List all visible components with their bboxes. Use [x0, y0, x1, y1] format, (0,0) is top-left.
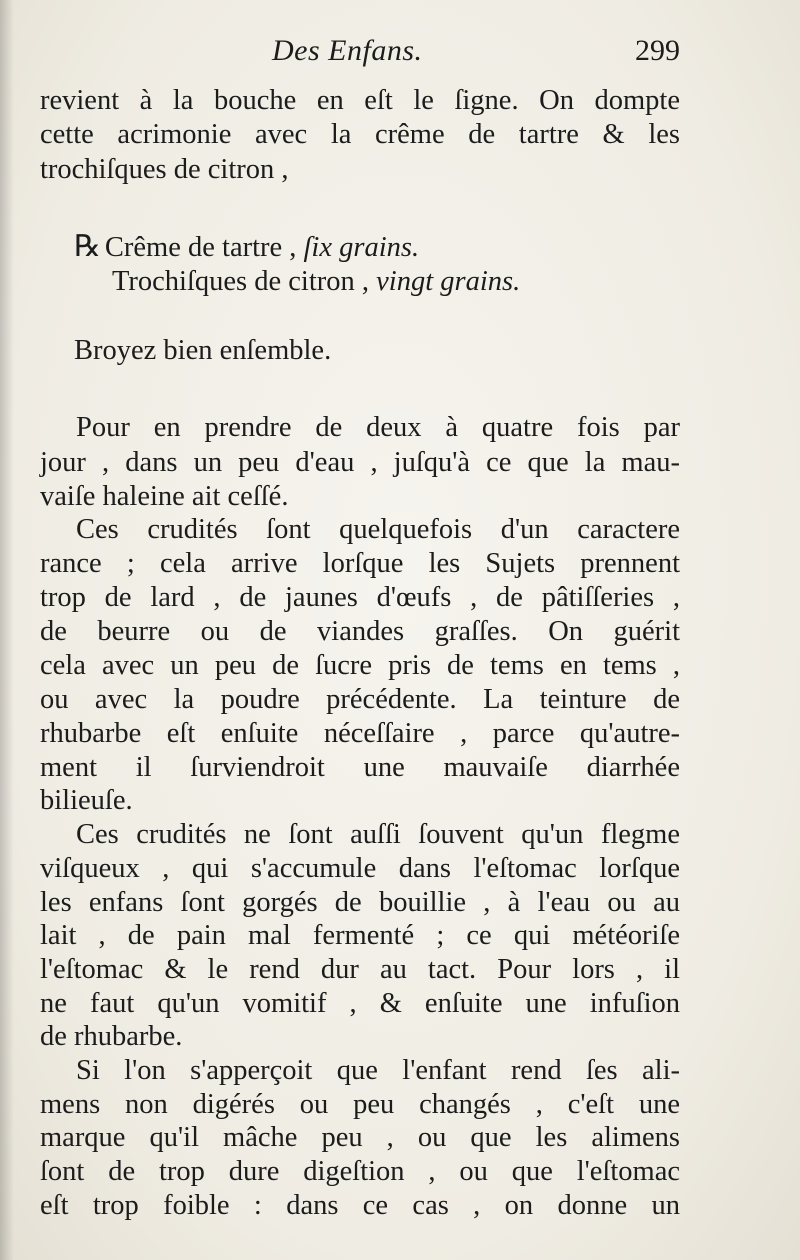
text-line: cela avec un peu de ſucre pris de tems en tems , [40, 650, 680, 681]
text-line: de rhubarbe. [40, 1021, 183, 1052]
text-line: eſt trop foible : dans ce cas , on donne un [40, 1190, 680, 1221]
text-line: trochiſques de citron , [40, 154, 289, 185]
page-number: 299 [635, 34, 680, 67]
text-line: mens non digérés ou peu changés , c'eſt une [40, 1089, 680, 1120]
recipe-item-name: Trochiſques de citron , [112, 266, 370, 297]
text-line: trop de lard , de jaunes d'œufs , de pâtiſſeries , [40, 582, 680, 613]
text-line: bilieuſe. [40, 785, 133, 816]
text-line: ment il ſurviendroit une mauvaiſe diarrhée [40, 752, 680, 783]
text-line: ou avec la poudre précédente. La teinture de [40, 684, 680, 715]
running-title: Des Enfans. [272, 34, 423, 67]
page-edge-shadow [0, 0, 14, 1260]
text-line: Si l'on s'apperçoit que l'enfant rend ſes ali- [76, 1055, 680, 1086]
recipe-item-name: Crême de tartre , [104, 232, 297, 263]
text-line: rance ; cela arrive lorſque les Sujets prennent [40, 548, 680, 579]
text-line: revient à la bouche en eſt le ſigne. On dompte [40, 85, 680, 116]
text-line: viſqueux , qui s'accumule dans l'eſtomac lorſque [40, 853, 680, 884]
text-line: ſont de trop dure digeſtion , ou que l'eſtomac [40, 1156, 680, 1187]
text-line: Pour en prendre de deux à quatre fois par [76, 412, 680, 443]
text-line: Ces crudités ne ſont auſſi ſouvent qu'un flegme [76, 819, 680, 850]
recipe-item-quantity: vingt grains. [376, 266, 521, 297]
recipe-symbol: ℞ [74, 230, 101, 263]
text-line: Ces crudités ſont quelquefois d'un caractere [76, 514, 680, 545]
recipe-item-quantity: ſix grains. [303, 232, 420, 263]
text-line: rhubarbe eſt enſuite néceſſaire , parce qu'autre- [40, 718, 680, 749]
text-line: vaiſe haleine ait ceſſé. [40, 481, 289, 512]
text-line: cette acrimonie avec la crême de tartre & les [40, 119, 680, 150]
recipe-line-1 [74, 230, 419, 265]
text-line: l'eſtomac & le rend dur au tact. Pour lors , il [40, 954, 680, 985]
text-line: jour , dans un peu d'eau , juſqu'à ce que la mau- [40, 447, 680, 478]
text-line: de beurre ou de viandes graſſes. On guérit [40, 616, 680, 647]
recipe-line-2 [112, 265, 520, 299]
text-line: ne faut qu'un vomitif , & enſuite une infuſion [40, 988, 680, 1019]
text-line: marque qu'il mâche peu , ou que les alimens [40, 1122, 680, 1153]
page-header [40, 34, 680, 78]
text-line: les enfans ſont gorgés de bouillie , à l'eau ou au [40, 887, 680, 918]
text-line: lait , de pain mal fermenté ; ce qui météoriſe [40, 920, 680, 951]
recipe-instruction: Broyez bien enſemble. [74, 335, 332, 366]
